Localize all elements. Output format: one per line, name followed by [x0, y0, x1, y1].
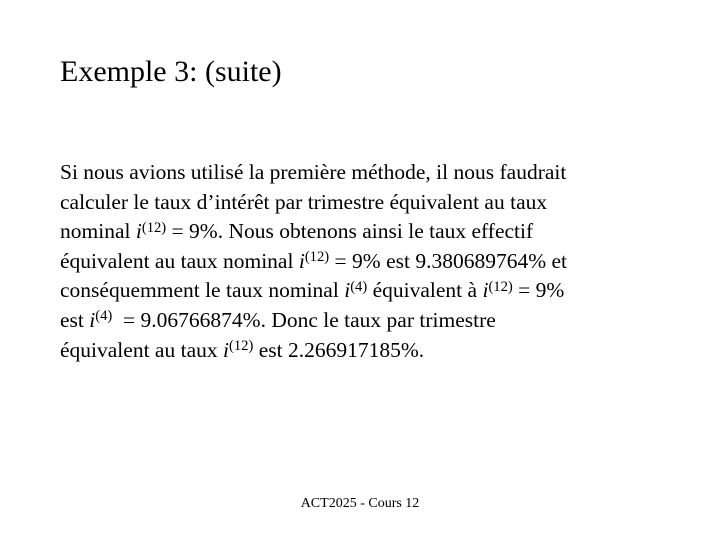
- superscript: (12): [304, 249, 330, 266]
- superscript: (4): [95, 308, 113, 325]
- body-line-3: [60, 217, 660, 247]
- body-line-4: [60, 247, 660, 277]
- math-variable-i: i: [344, 278, 351, 303]
- slide-body: [60, 158, 660, 365]
- superscript: (12): [488, 278, 513, 295]
- text-segment: équivalent au taux: [60, 337, 223, 362]
- superscript: (4): [350, 278, 368, 295]
- slide-title: Exemple 3: (suite): [60, 55, 282, 88]
- text-segment: équivalent au taux nominal: [60, 248, 299, 273]
- text-segment: équivalent à: [367, 278, 483, 303]
- text-segment: est: [60, 307, 90, 332]
- math-variable-i: i: [298, 248, 305, 273]
- text-segment: = 9.06766874%. Donc le taux par trimestre: [112, 307, 496, 332]
- math-variable-i: i: [222, 337, 229, 362]
- body-line-2: calculer le taux d’intérêt par trimestre équivalent au taux: [60, 189, 548, 214]
- body-line-7: [60, 336, 660, 366]
- text-segment: = 9%: [512, 278, 565, 303]
- superscript: (12): [228, 337, 254, 354]
- text-segment: conséquemment le taux nominal: [60, 278, 345, 303]
- text-segment: nominal: [60, 219, 136, 244]
- math-variable-i: i: [89, 307, 96, 332]
- slide-footer: ACT2025 - Cours 12: [300, 496, 420, 511]
- body-line-6: [60, 306, 660, 336]
- math-variable-i: i: [482, 278, 489, 303]
- math-variable-i: i: [135, 219, 142, 244]
- text-segment: = 9% est 9.380689764% et: [329, 248, 567, 273]
- text-segment: est 2.266917185%.: [253, 337, 425, 362]
- superscript: (12): [141, 219, 167, 236]
- body-line-5: [60, 276, 660, 306]
- text-segment: = 9%. Nous obtenons ainsi le taux effectif: [166, 219, 534, 244]
- body-line-1: Si nous avions utilisé la première méthode, il nous faudrait: [60, 160, 567, 184]
